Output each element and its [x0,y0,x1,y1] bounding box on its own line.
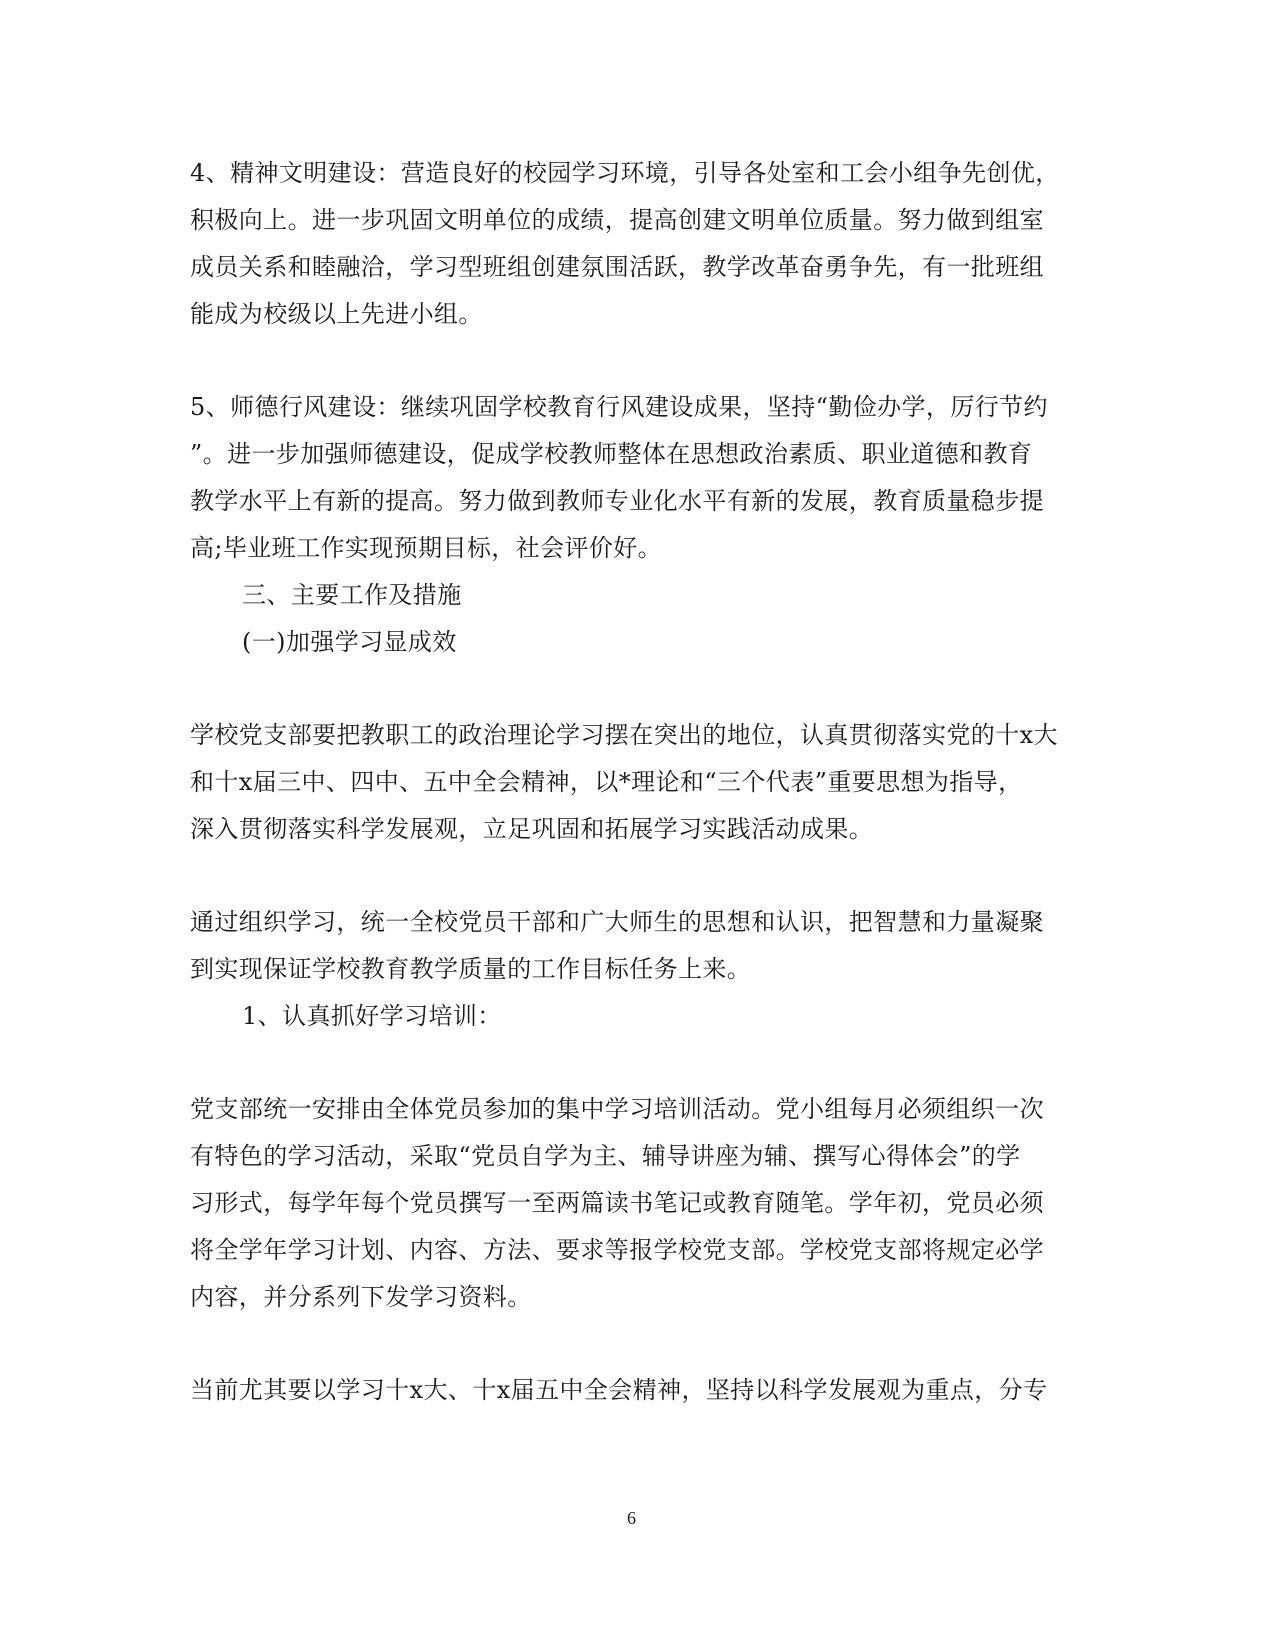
current-focus-line: 当前尤其要以学习十x大、十x届五中全会精神，坚持以科学发展观为重点，分专 [190,1376,1048,1404]
paragraph-5-line-1: 5、师德行风建设：继续巩固学校教育行风建设成果，坚持“勤俭办学，厉行节约 [190,393,1048,421]
training-paragraph-line-3: 习形式，每学年每个党员撰写一至两篇读书笔记或教育随笔。学年初，党员必须 [190,1189,1044,1217]
paragraph-4-line-1: 4、精神文明建设：营造良好的校园学习环境，引导各处室和工会小组争先创优， [190,159,1060,187]
study-paragraph-line-2: 和十x届三中、四中、五中全会精神，以*理论和“三个代表”重要思想为指导， [190,768,1023,796]
section-heading: 三、主要工作及措施 [242,581,462,609]
paragraph-5-line-4: 高;毕业班工作实现预期目标，社会评价好。 [190,534,663,562]
page-number: 6 [627,1508,636,1528]
training-paragraph-line-2: 有特色的学习活动，采取“党员自学为主、辅导讲座为辅、撰写心得体会”的学 [190,1142,1021,1170]
paragraph-5-line-3: 教学水平上有新的提高。努力做到教师专业化水平有新的发展，教育质量稳步提 [190,487,1044,515]
study-paragraph-line-1: 学校党支部要把教职工的政治理论学习摆在突出的地位，认真贯彻落实党的十x大 [190,721,1058,749]
training-paragraph-line-5: 内容，并分系列下发学习资料。 [190,1283,532,1311]
organization-paragraph-line-1: 通过组织学习，统一全校党员干部和广大师生的思想和认识，把智慧和力量凝聚 [190,908,1044,936]
paragraph-4-line-3: 成员关系和睦融洽，学习型班组创建氛围活跃，教学改革奋勇争先，有一批班组 [190,253,1044,281]
training-paragraph-line-1: 党支部统一安排由全体党员参加的集中学习培训活动。党小组每月必须组织一次 [190,1095,1044,1123]
paragraph-4-line-2: 积极向上。进一步巩固文明单位的成绩，提高创建文明单位质量。努力做到组室 [190,206,1044,234]
paragraph-5-line-2: ”。进一步加强师德建设，促成学校教师整体在思想政治素质、职业道德和教育 [190,440,1033,468]
paragraph-4-line-4: 能成为校级以上先进小组。 [190,300,483,328]
training-paragraph-line-4: 将全学年学习计划、内容、方法、要求等报学校党支部。学校党支部将规定必学 [190,1236,1044,1264]
study-paragraph-line-3: 深入贯彻落实科学发展观，立足巩固和拓展学习实践活动成果。 [190,815,874,843]
training-heading: 1、认真抓好学习培训： [242,1002,502,1030]
organization-paragraph-line-2: 到实现保证学校教育教学质量的工作目标任务上来。 [190,955,752,983]
subsection-heading: (一)加强学习显成效 [242,628,457,656]
